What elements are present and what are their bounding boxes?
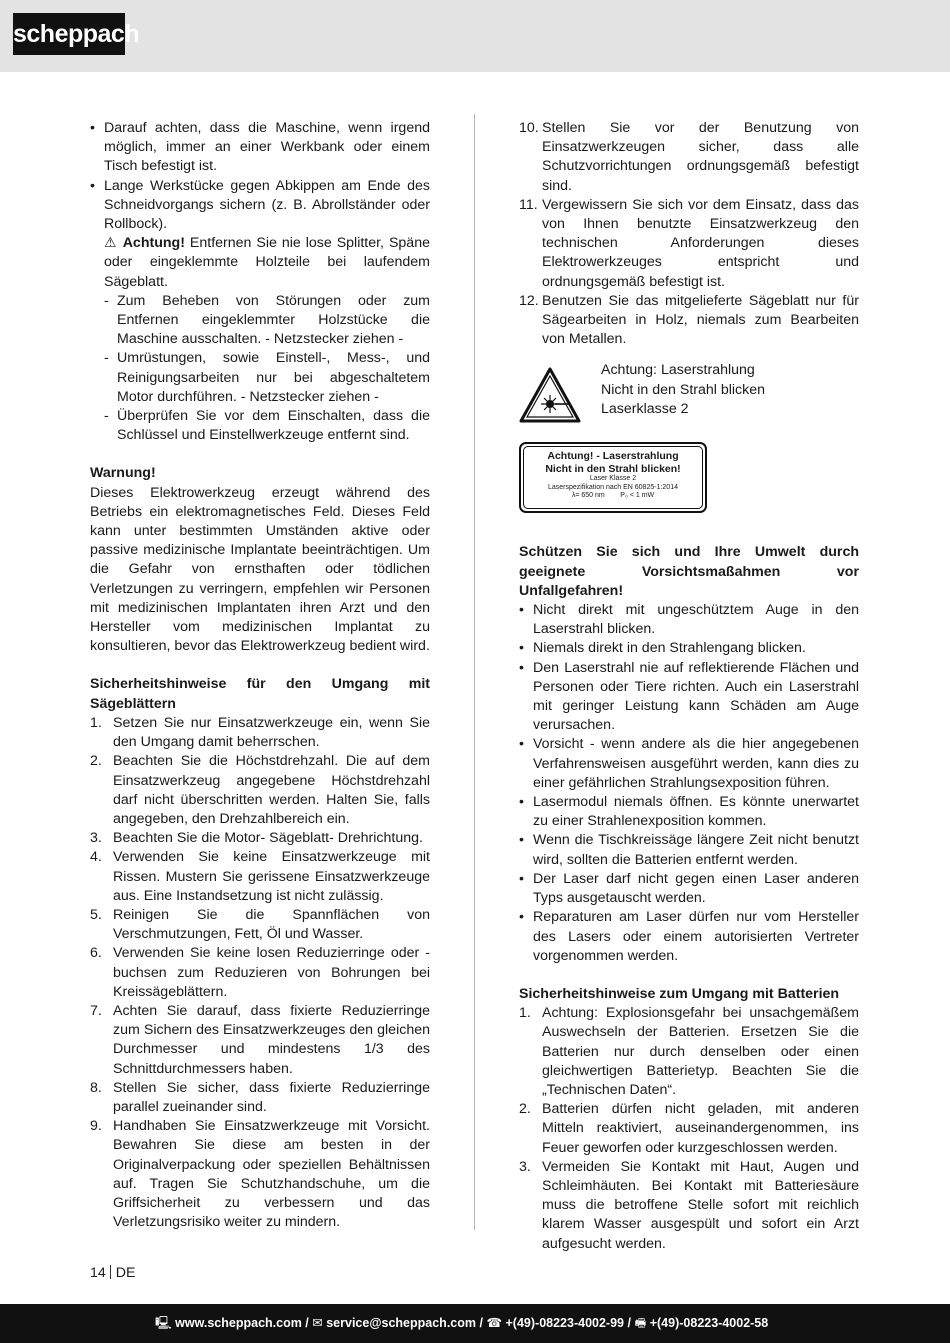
computer-icon: 🖳 xyxy=(155,1316,172,1330)
list-item: 7. Achten Sie darauf, dass fixierte Reduzierringe zum Sichern des Einsatzwerkzeuges den gleichen Durchmesser und mindestens 1/3 des Schnittdurchmessers haben. xyxy=(90,1002,430,1077)
footer-web[interactable]: www.scheppach.com / xyxy=(175,1316,309,1330)
list-item: • Vorsicht - wenn andere als die hier angegebenen Verfahrensweisen ausgeführt werden, kann dies zu einer gefährlichen Strahlungsexposition führen. xyxy=(519,735,859,793)
list-item: • Lasermodul niemals öffnen. Es könnte unerwartet zu einer Strahlenexposition kommen. xyxy=(519,793,859,831)
achtung-label: Achtung! xyxy=(122,235,185,252)
list-item: 2. Batterien dürfen nicht geladen, mit anderen Mitteln reaktiviert, auseinandergenommen, ins Feuer geworfen oder kurzgeschlossen werden. xyxy=(519,1101,859,1156)
right-column xyxy=(519,119,859,1254)
footer-phone: +(49)-08223-4002-99 / xyxy=(505,1316,631,1330)
label-line: Achtung! - Laserstrahlung xyxy=(547,450,679,463)
list-item: • Darauf achten, dass die Maschine, wenn irgend möglich, immer an einer Werkbank oder einem Tisch befestigt ist. xyxy=(90,119,430,177)
list-item: 1. Achtung: Explosionsgefahr bei unsachgemäßem Auswechseln der Batterien. Ersetzen Sie die Batterien nur durch denselben oder einen gleichwertigen Batterietyp. Beachten Sie die „Technischen Daten“. xyxy=(519,1005,859,1098)
list-item: • Den Laserstrahl nie auf reflektierende Flächen und Personen oder Tiere richten. Auch ein Laserstrahl mit geringer Leistung kann Schäden am Auge verursachen. xyxy=(519,659,859,736)
blade-safety-heading: Sicherheitshinweise für den Umgang mit Sägeblättern xyxy=(90,676,430,712)
list-item: • Lange Werkstücke gegen Abkippen am Ende des Schneidvorgangs sichern (z. B. Abrollständer oder Rollbock). xyxy=(90,177,430,235)
column-divider xyxy=(474,114,475,1230)
label-line: Laserspezifikation nach EN 60825-1:2014 xyxy=(548,483,678,491)
list-item: 2. Beachten Sie die Höchstdrehzahl. Die auf dem Einsatzwerkzeug angegebene Höchstdrehzahl darf nicht überschritten werden. Halten Sie, falls angegeben, den Drehzahlbereich ein. xyxy=(90,753,430,827)
achtung-paragraph xyxy=(90,234,430,292)
list-item: - Zum Beheben von Störungen oder zum Entfernen eingeklemmter Holzstücke die Maschine ausschalten. - Netzstecker ziehen - xyxy=(104,292,430,350)
footer-bar xyxy=(0,1304,950,1343)
list-item: 8. Stellen Sie sicher, dass fixierte Reduzierringe parallel zueinander sind. xyxy=(90,1079,430,1115)
protect-list xyxy=(519,601,859,966)
list-item: • Der Laser darf nicht gegen einen Laser anderen Typs ausgetauscht werden. xyxy=(519,870,859,908)
battery-heading: Sicherheitshinweise zum Umgang mit Batterien xyxy=(519,985,840,1002)
laser-hazard-icon xyxy=(519,367,581,423)
list-item: • Reparaturen am Laser dürfen nur vom Hersteller des Lasers oder einem autorisierten Vertreter vorgenommen werden. xyxy=(519,908,859,966)
phone-icon: ☎ xyxy=(486,1316,503,1330)
protect-heading: Schützen Sie sich und Ihre Umwelt durch geeignete Vorsichtsmaßahmen vor Unfallgefahren! xyxy=(519,544,859,599)
label-line: Nicht in den Strahl blicken! xyxy=(545,462,681,475)
footer-mail[interactable]: service@scheppach.com / xyxy=(326,1316,483,1330)
mail-icon: ✉ xyxy=(312,1316,323,1330)
list-item: • Wenn die Tischkreissäge längere Zeit nicht benutzt wird, sollten die Batterien entfernt werden. xyxy=(519,831,859,869)
list-item: 6. Verwenden Sie keine losen Reduzierringe oder -buchsen zum Reduzieren von Bohrungen bei Kreissägeblättern. xyxy=(90,945,430,1000)
list-item: - Überprüfen Sie vor dem Einschalten, dass die Schlüssel und Einstellwerkzeuge entfernt sind. xyxy=(104,407,430,445)
footer-fax: +(49)-08223-4002-58 xyxy=(649,1316,769,1330)
list-item: 12. Benutzen Sie das mitgelieferte Sägeblatt nur für Sägearbeiten in Holz, niemals zum Bearbeiten von Metallen. xyxy=(519,292,859,348)
left-bullet-list xyxy=(90,119,430,234)
header-bar xyxy=(0,0,950,72)
list-item: 10. Stellen Sie vor der Benutzung von Einsatzwerkzeugen sicher, dass alle Schutzvorrichtungen ordnungsgemäß befestigt sind. xyxy=(519,120,859,194)
list-item: 3. Vermeiden Sie Kontakt mit Haut, Augen und Schleimhäuten. Bei Kontakt mit Batteriesäure muss die betroffene Stelle sofort mit reichlich klarem Wasser ausgespült und sofort ein Arzt aufgesucht werden. xyxy=(519,1158,859,1252)
list-item: 5. Reinigen Sie die Spannflächen von Verschmutzungen, Fett, Öl und Wasser. xyxy=(90,906,430,943)
list-item: 4. Verwenden Sie keine Einsatzwerkzeuge mit Rissen. Mustern Sie gerissene Einsatzwerkzeuge aus. Eine Instandsetzung ist nicht zulässig. xyxy=(90,849,430,904)
label-line: λ= 650 nm P₀ < 1 mW xyxy=(571,492,655,500)
laser-line: Laserklasse 2 xyxy=(601,400,689,417)
list-item: 11. Vergewissern Sie sich vor dem Einsatz, dass das von Ihnen benutzte Einsatzwerkzeug den technischen Anforderungen dieses Elektrowerkzeuges entspricht und ordnungsgemäß befestigt ist. xyxy=(519,196,859,290)
laser-line: Nicht in den Strahl blicken xyxy=(601,381,766,398)
scheppach-logo: scheppach xyxy=(13,13,125,55)
blade-safety-list-continued xyxy=(519,119,859,349)
list-item: 1. Setzen Sie nur Einsatzwerkzeuge ein, wenn Sie den Umgang damit beherrschen. xyxy=(90,714,430,751)
blade-safety-list xyxy=(90,714,430,1232)
fax-icon: 🖷 xyxy=(634,1316,647,1330)
battery-list xyxy=(519,1004,859,1254)
page-number: 14 DE xyxy=(90,1265,136,1281)
laser-class-label xyxy=(519,442,707,513)
list-item: • Nicht direkt mit ungeschütztem Auge in den Laserstrahl blicken. xyxy=(519,601,859,639)
label-line: Laser Klasse 2 xyxy=(589,475,637,483)
warnung-heading: Warnung! xyxy=(90,465,156,482)
list-item: - Umrüstungen, sowie Einstell-, Mess-, und Reinigungsarbeiten nur bei abgeschaltetem Motor durchführen. - Netzstecker ziehen - xyxy=(104,349,430,407)
list-item: 3. Beachten Sie die Motor- Sägeblatt- Drehrichtung. xyxy=(90,830,423,847)
left-column xyxy=(90,119,430,1232)
laser-warning-text xyxy=(601,361,841,419)
warnung-text: Dieses Elektrowerkzeug erzeugt während des Betriebs ein elektromagnetisches Feld. Dieses Feld kann unter bestimmten Umständen aktive oder passive medizinische Implantate beeinträchtigen. Um die Gefahr von ernsthaften oder tödlichen Verletzungen zu verringern, empfehlen wir Personen mit medizinischen Implantaten ihren Arzt und den Hersteller vom medizinischen Implantat zu konsultieren, bevor das Elektrowerkzeug bedient wird. xyxy=(90,484,430,655)
list-item: • Niemals direkt in den Strahlengang blicken. xyxy=(519,639,859,658)
laser-warning xyxy=(519,361,859,429)
dash-list xyxy=(90,292,430,446)
laser-line: Achtung: Laserstrahlung xyxy=(601,362,755,379)
list-item: 9. Handhaben Sie Einsatzwerkzeuge mit Vorsicht. Bewahren Sie diese am besten in der Originalverpackung oder speziellen Behältnissen auf. Tragen Sie Schutzhandschuhe, um die Griffsicherheit zu verbessern und das Verletzungsrisiko weiter zu mindern. xyxy=(90,1118,430,1231)
achtung-text: Entfernen Sie nie lose Splitter, Späne oder eingeklemmte Holzteile bei laufendem Sägeblatt. xyxy=(104,235,430,290)
warning-triangle-icon: ⚠ xyxy=(104,235,118,252)
